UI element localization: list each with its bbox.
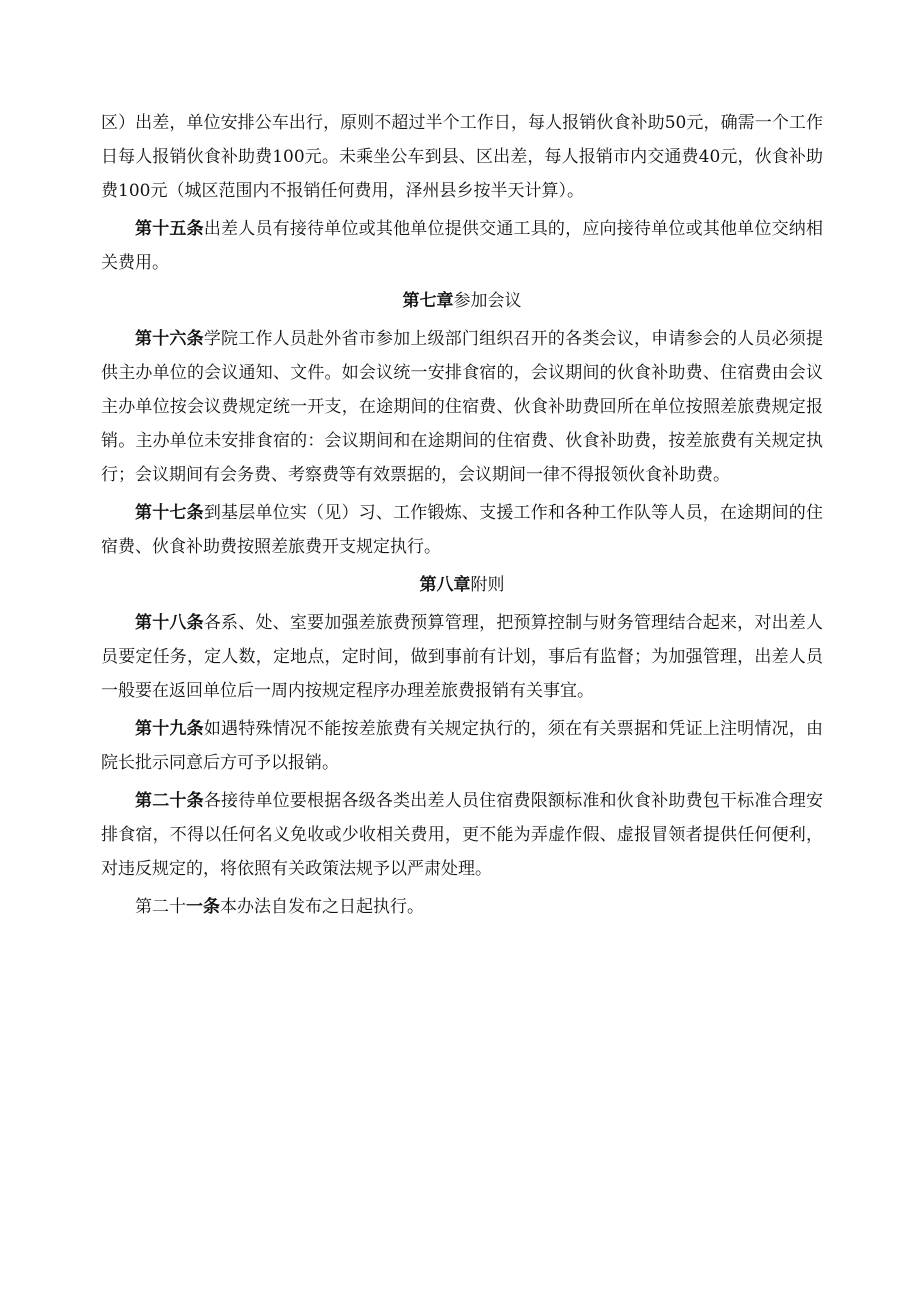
article-15-text: 出差人员有接待单位或其他单位提供交通工具的，应向接待单位或其他单位交纳相关费用。: [101, 219, 824, 273]
article-16-label: 第十六条: [135, 329, 204, 349]
chapter-8-number: 第八章: [419, 575, 471, 595]
article-19-text: 如遇特殊情况不能按差旅费有关规定执行的，须在有关票据和凭证上注明情况，由院长批示同意后方可予以报销。: [101, 719, 824, 773]
article-19-label: 第十九条: [135, 719, 204, 739]
article-17-text: 到基层单位实（见）习、工作锻炼、支援工作和各种工作队等人员，在途期间的住宿费、伙食补助费按照差旅费开支规定执行。: [101, 503, 824, 557]
article-18: [101, 606, 823, 708]
continuation-paragraph: [101, 106, 823, 208]
article-15: [101, 212, 823, 280]
article-16-text: 学院工作人员赴外省市参加上级部门组织召开的各类会议，申请参会的人员必须提供主办单位的会议通知、文件。如会议统一安排食宿的，会议期间的伙食补助费、住宿费由会议主办单位按会议费规定统一开支，在途期间的住宿费、伙食补助费回所在单位按照差旅费规定报销。主办单位未安排食宿的：会议期间和在途期间的住宿费、伙食补助费，按差旅费有关规定执行；会议期间有会务费、考察费等有效票据的，会议期间一律不得报领伙食补助费。: [101, 329, 824, 485]
document-page: [101, 106, 823, 928]
article-21-label-plain: 第二十: [135, 897, 186, 917]
article-21: [101, 890, 823, 924]
article-20: [101, 784, 823, 886]
article-16: [101, 322, 823, 492]
chapter-8-heading: [101, 568, 823, 602]
chapter-8-title: 附则: [470, 575, 505, 595]
chapter-7-title: 参加会议: [453, 291, 522, 311]
continuation-text: 区）出差，单位安排公车出行，原则不超过半个工作日，每人报销伙食补助50元，确需一个工作日每人报销伙食补助费100元。未乘坐公车到县、区出差，每人报销市内交通费40元，伙食补助费100元（城区范围内不报销任何费用，泽州县乡按半天计算）。: [101, 113, 823, 201]
chapter-7-number: 第七章: [402, 291, 454, 311]
article-18-text: 各系、处、室要加强差旅费预算管理，把预算控制与财务管理结合起来，对出差人员要定任务，定人数，定地点，定时间，做到事前有计划，事后有监督；为加强管理，出差人员一般要在返回单位后一周内按规定程序办理差旅费报销有关事宜。: [101, 613, 824, 701]
article-21-label-bold: 一条: [186, 897, 220, 917]
article-17-label: 第十七条: [135, 503, 204, 523]
article-20-label: 第二十条: [135, 791, 204, 811]
article-17: [101, 496, 823, 564]
article-15-label: 第十五条: [135, 219, 204, 239]
article-19: [101, 712, 823, 780]
article-20-text: 各接待单位要根据各级各类出差人员住宿费限额标准和伙食补助费包干标准合理安排食宿，不得以任何名义免收或少收相关费用，更不能为弄虚作假、虚报冒领者提供任何便利，对违反规定的，将依照有关政策法规予以严肃处理。: [101, 791, 824, 879]
chapter-7-heading: [101, 284, 823, 318]
article-18-label: 第十八条: [135, 613, 204, 633]
article-21-text: 本办法自发布之日起执行。: [220, 897, 424, 917]
